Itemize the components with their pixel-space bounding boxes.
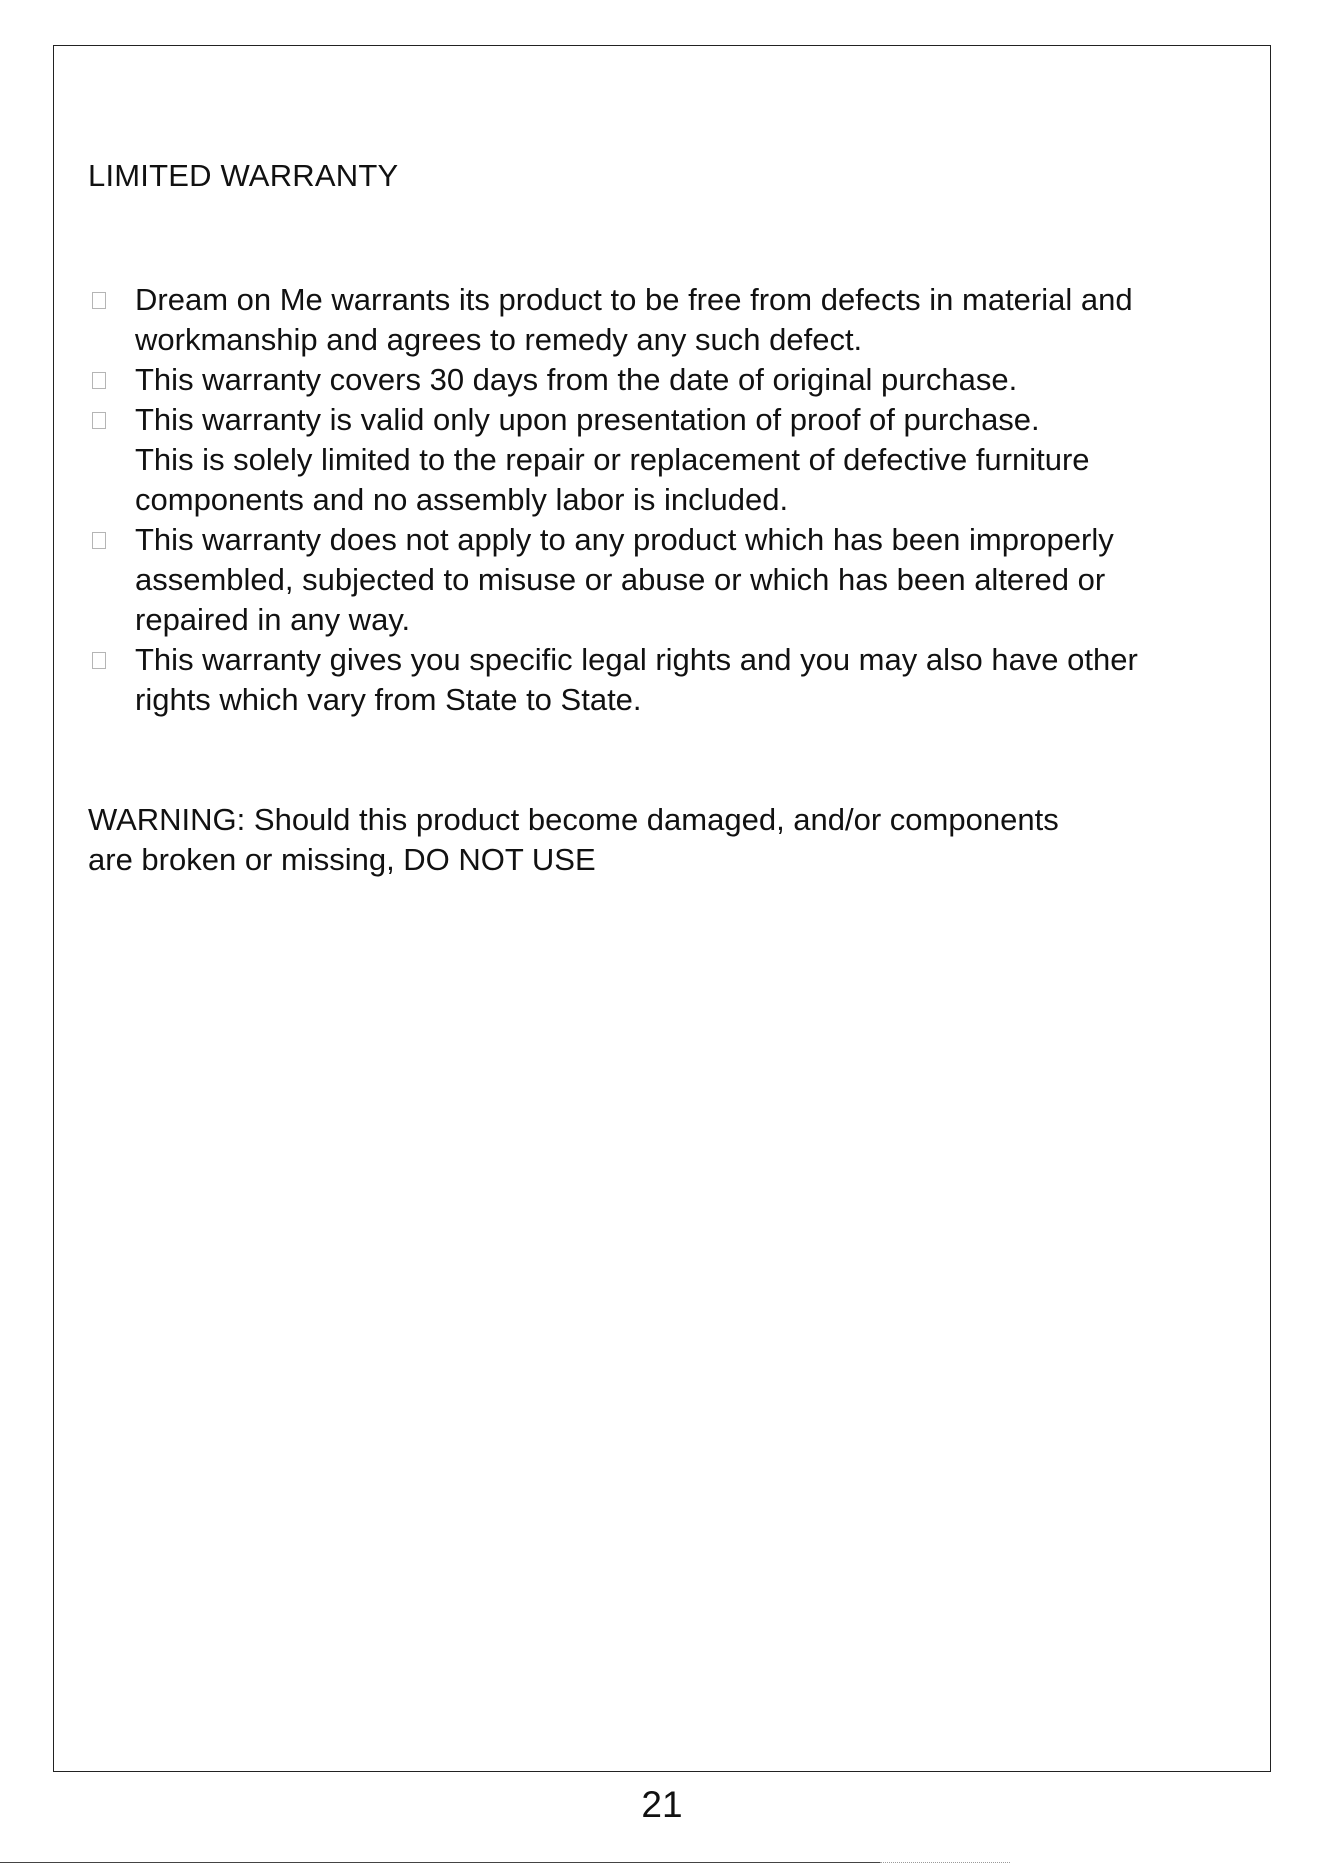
list-item-text: This warranty does not apply to any product which has been improperly assembled, subjected to misuse or abuse or which has been altered or repaired in any way. bbox=[135, 522, 1114, 637]
bottom-divider-faint bbox=[880, 1862, 1010, 1863]
warranty-list bbox=[88, 280, 1238, 720]
warning-text: WARNING: Should this product become damaged, and/or components are broken or missing, DO NOT USE bbox=[88, 802, 1059, 877]
bottom-divider bbox=[0, 1862, 880, 1863]
list-item-text: This warranty is valid only upon presentation of proof of purchase. This is solely limited to the repair or replacement of defective furniture components and no assembly labor is included. bbox=[135, 402, 1090, 517]
checkbox-square-icon bbox=[92, 412, 106, 429]
list-item bbox=[88, 520, 1238, 640]
list-item bbox=[88, 640, 1238, 720]
checkbox-square-icon bbox=[92, 372, 106, 389]
checkbox-square-icon bbox=[92, 652, 106, 669]
list-item bbox=[88, 280, 1238, 360]
list-item-text: This warranty covers 30 days from the date of original purchase. bbox=[135, 362, 1018, 397]
list-item bbox=[88, 360, 1238, 400]
checkbox-square-icon bbox=[92, 292, 106, 309]
page-number: 21 bbox=[641, 1784, 683, 1825]
page-title: LIMITED WARRANTY bbox=[88, 158, 399, 193]
list-item-text: Dream on Me warrants its product to be free from defects in material and workmanship and agrees to remedy any such defect. bbox=[135, 282, 1133, 357]
list-item bbox=[88, 400, 1238, 520]
checkbox-square-icon bbox=[92, 532, 106, 549]
list-item-text: This warranty gives you specific legal rights and you may also have other rights which vary from State to State. bbox=[135, 642, 1138, 717]
